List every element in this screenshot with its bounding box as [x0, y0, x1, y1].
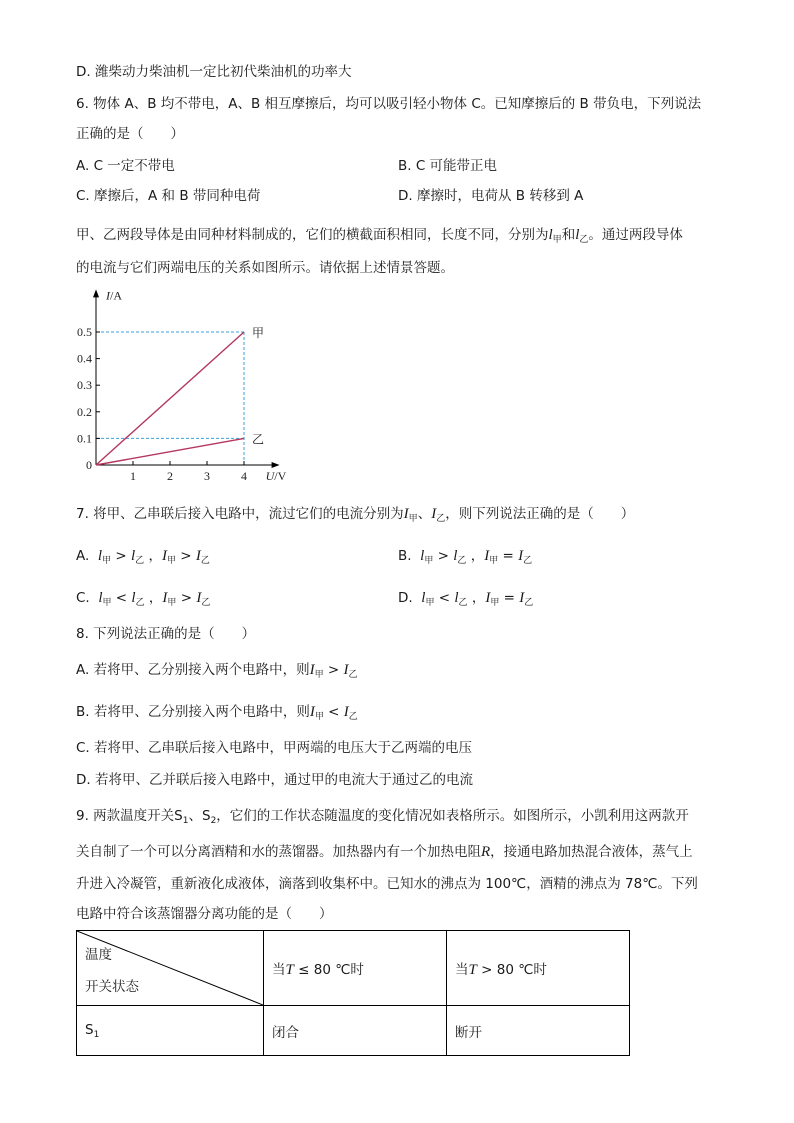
x-axis-label: U/V: [265, 469, 287, 483]
diag-header-bottom: 开关状态: [85, 979, 139, 995]
q7-option-a: A. $l_甲 > l_乙$ ，$I_甲 > I_乙$: [76, 548, 210, 566]
q7-option-b: B. $l_甲 > l_乙$ ，$I_甲 = I_乙$: [398, 548, 533, 566]
row-switch-name: $S_1$: [77, 1006, 264, 1056]
q8-option-a: A. 若将甲、乙分别接入两个电路中，则$I_甲 > I_乙$: [76, 662, 358, 680]
q8-option-b: B. 若将甲、乙分别接入两个电路中，则$I_甲 < I_乙$: [76, 704, 358, 722]
table-col-high-temp: 当T > 80 ℃时: [447, 931, 630, 1006]
q8-option-c: C. 若将甲、乙串联后接入电路中，甲两端的电压大于乙两端的电压: [76, 740, 473, 756]
q9-line3: 升进入冷凝管，重新液化成液体，滴落到收集杯中。已知水的沸点为 100℃，酒精的沸点为 78℃。下列: [76, 876, 698, 892]
x-tick-label-4: 4: [241, 469, 247, 483]
q9-line1: 9. 两款温度开关$S_1$、$S_2$，它们的工作状态随温度的变化情况如表格所示。如图所示，小凯利用这两款开: [76, 808, 689, 826]
y-axis-label: I/A: [106, 288, 122, 303]
q9-line2: 关自制了一个可以分离酒精和水的蒸馏器。加热器内有一个加热电阻R，接通电路加热混合液体，蒸气上: [76, 844, 693, 860]
q7-stem: 7. 将甲、乙串联后接入电路中，流过它们的电流分别为$I_甲$、$I_乙$，则下列说法正确的是（ ）: [76, 506, 635, 524]
table-header-row: [77, 931, 630, 1006]
x-tick-label-1: 1: [130, 469, 136, 483]
table-row: [77, 1006, 630, 1056]
y-tick-label-0.1: 0.1: [77, 431, 92, 446]
y-tick-label-0.2: 0.2: [77, 404, 92, 419]
q6-option-a: A. C 一定不带电: [76, 158, 175, 174]
table-diagonal-header: [77, 931, 264, 1006]
q8-stem: 8. 下列说法正确的是（ ）: [76, 626, 256, 642]
row-low-temp-state: 闭合: [264, 1006, 447, 1056]
x-tick-label-3: 3: [204, 469, 210, 483]
series-label-0: 甲: [252, 326, 265, 340]
y-tick-label-0.4: 0.4: [77, 351, 92, 366]
q6-stem-line1: 6. 物体 A、B 均不带电，A、B 相互摩擦后，均可以吸引轻小物体 C。已知摩擦后的 B 带负电，下列说法: [76, 96, 702, 112]
q9-line4: 电路中符合该蒸馏器分离功能的是（ ）: [76, 906, 333, 922]
row-high-temp-state: 断开: [447, 1006, 630, 1056]
context-line1: 甲、乙两段导体是由同种材料制成的，它们的横截面积相同，长度不同，分别为$l_甲$和$l_乙$。通过两段导体: [76, 227, 683, 245]
q6-option-b: B. C 可能带正电: [398, 158, 498, 174]
switch-state-table: [76, 930, 630, 1056]
x-tick-label-2: 2: [167, 469, 173, 483]
x-axis-arrow: [272, 462, 280, 468]
q7-option-d: D. $l_甲 < l_乙$ ，$I_甲 = I_乙$: [398, 590, 534, 608]
current-voltage-chart: [70, 288, 310, 488]
q5-option-d: D. 潍柴动力柴油机一定比初代柴油机的功率大: [76, 64, 352, 80]
q6-option-c: C. 摩擦后，A 和 B 带同种电荷: [76, 188, 261, 204]
series-line-0: [96, 332, 244, 465]
q7-option-c: C. $l_甲 < l_乙$ ，$I_甲 > I_乙$: [76, 590, 211, 608]
y-tick-label-0.5: 0.5: [77, 325, 92, 339]
y-axis-arrow: [93, 289, 99, 297]
q6-option-d: D. 摩擦时，电荷从 B 转移到 A: [398, 188, 584, 204]
context-line2: 的电流与它们两端电压的关系如图所示。请依据上述情景答题。: [76, 260, 454, 276]
series-label-1: 乙: [252, 432, 265, 447]
q6-stem-line2: 正确的是（ ）: [76, 126, 184, 142]
table-col-low-temp: 当T ≤ 80 ℃时: [264, 931, 447, 1006]
diag-header-top: 温度: [85, 947, 112, 963]
y-tick-label-0.3: 0.3: [77, 378, 92, 393]
q8-option-d: D. 若将甲、乙并联后接入电路中，通过甲的电流大于通过乙的电流: [76, 772, 473, 788]
origin-label: 0: [86, 458, 92, 472]
